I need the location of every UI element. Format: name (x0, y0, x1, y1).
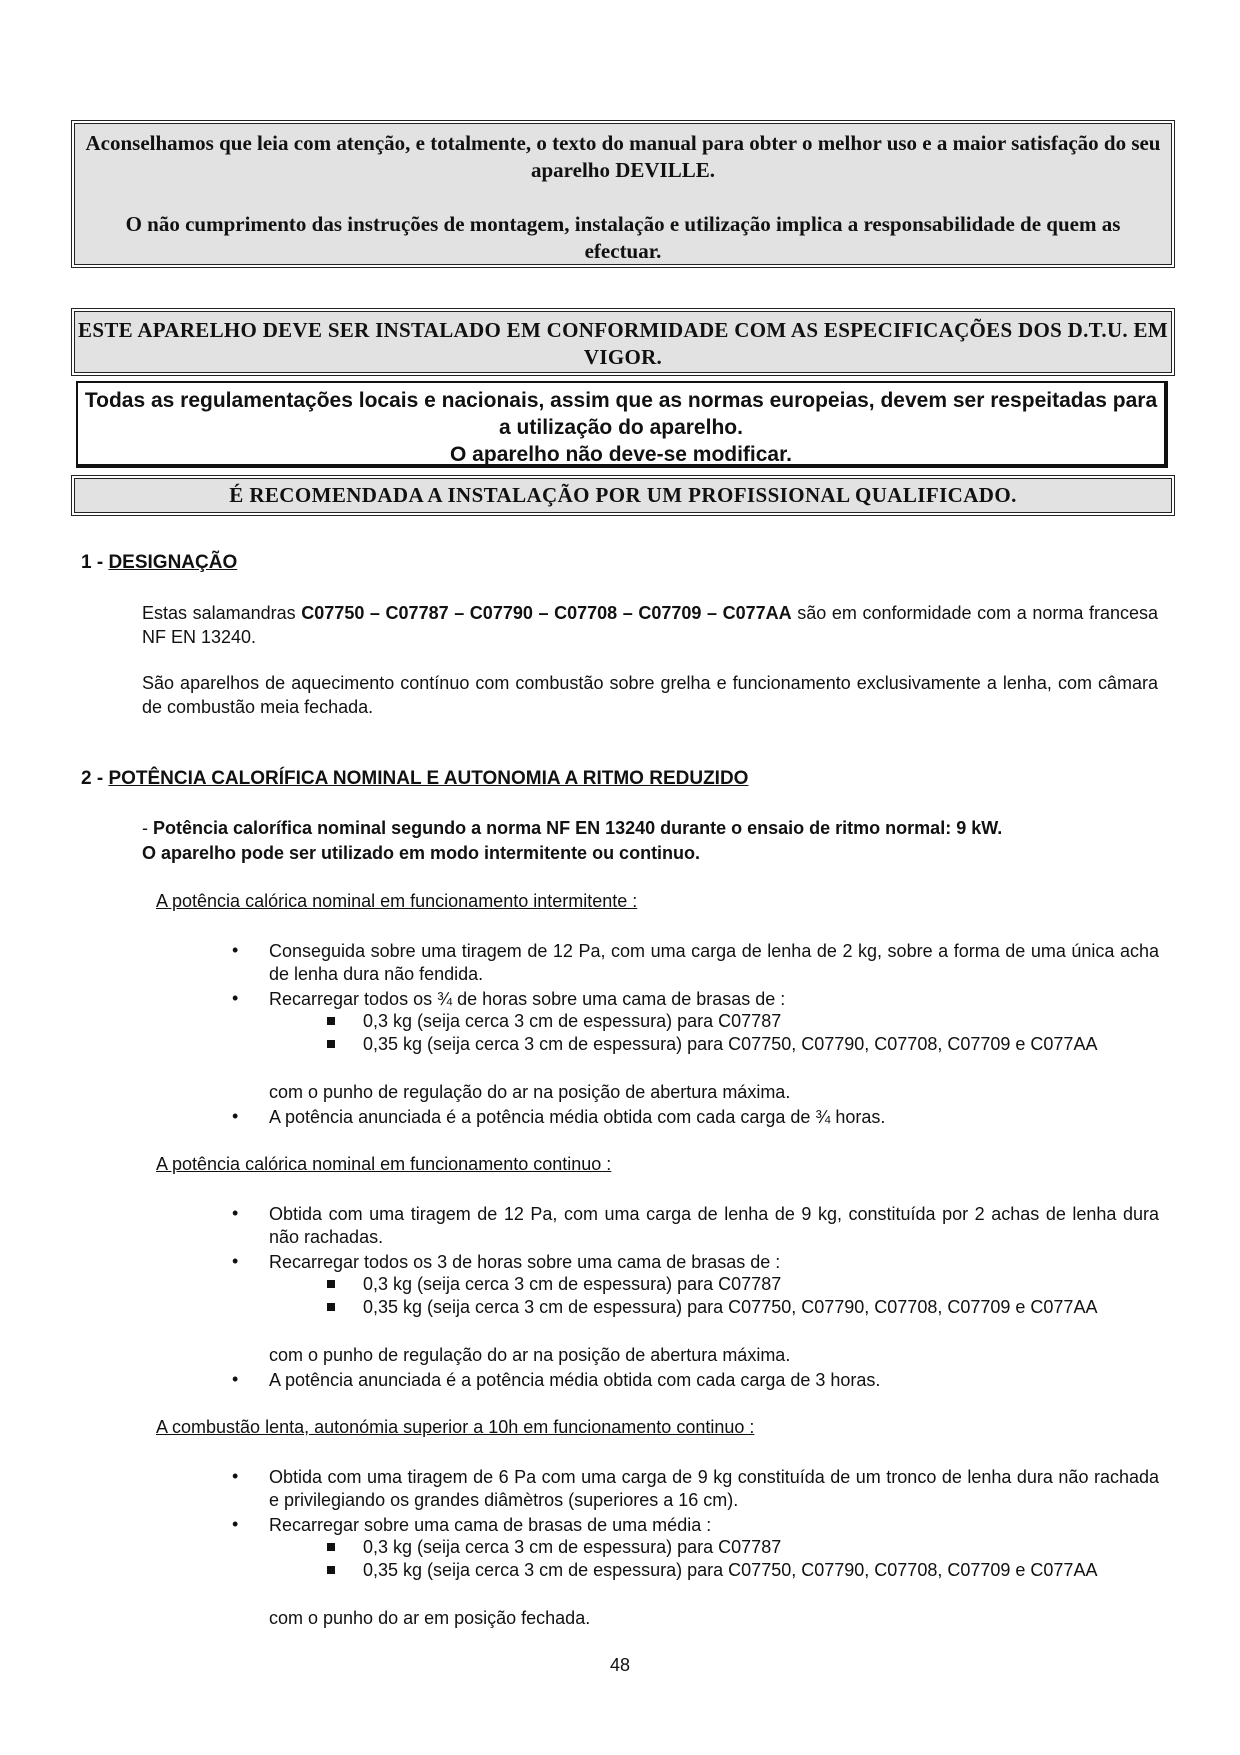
continuous-embers-other-models: 0,35 kg (seija cerca 3 cm de espessura) para C07750, C07790, C07708, C07709 e C077AA (363, 1297, 1098, 1317)
nominal-power-statement: Potência calorífica nominal segundo a norma NF EN 13240 durante o ensaio de ritmo normal: 9 kW. (153, 818, 1003, 838)
intermittent-reload-item: Recarregar todos os ¾ de horas sobre uma cama de brasas de : (269, 989, 786, 1009)
slow-draft-item: Obtida com uma tiragem de 6 Pa com uma carga de 9 kg constituída de um tronco de lenha dura não rachada e privilegiando os grandes diâmètros (superiores a 16 cm). (269, 1467, 1159, 1510)
continuous-subtitle: A potência calórica nominal em funcionamento continuo : (156, 1154, 612, 1174)
no-modification-text: O aparelho não deve-se modificar. (450, 443, 792, 466)
bullet-icon: • (232, 1251, 239, 1271)
section-2-number: 2 - (81, 768, 109, 789)
bullet-icon: • (232, 1203, 239, 1223)
square-bullet-icon (327, 1566, 335, 1574)
advice-notice-box (74, 123, 1172, 265)
advice-text: Aconselhamos que leia com atenção, e totalmente, o texto do manual para obter o melhor uso e a maior satisfação do seu aparelho DEVILLE. (85, 131, 1161, 182)
dtu-specification-box (74, 311, 1172, 373)
usage-mode-statement: O aparelho pode ser utilizado em modo intermitente ou continuo. (142, 843, 701, 863)
intermittent-subtitle: A potência calórica nominal em funcionamento intermitente : (156, 891, 638, 911)
bullet-icon: • (232, 988, 239, 1008)
nominal-power-intro (142, 816, 1158, 866)
intermittent-embers-c07787: 0,3 kg (seija cerca 3 cm de espessura) para C07787 (363, 1011, 782, 1031)
appliance-description-paragraph: São aparelhos de aquecimento contínuo com combustão sobre grelha e funcionamento exclusivamente a lenha, com câmara de combustão meia fechada. (142, 673, 1158, 717)
section-2-title: POTÊNCIA CALORÍFICA NOMINAL E AUTONOMIA A RITMO REDUZIDO (108, 768, 749, 789)
designation-intro: Estas salamandras (142, 603, 302, 623)
regulations-box (76, 381, 1168, 468)
bullet-icon: • (232, 940, 239, 960)
model-list: C07750 – C07787 – C07790 – C07708 – C07709 – C077AA (301, 603, 792, 623)
square-bullet-icon (327, 1017, 335, 1025)
section-2-heading (81, 768, 748, 790)
slow-air-setting: com o punho do ar em posição fechada. (269, 1608, 591, 1628)
professional-installation-text: É RECOMENDADA A INSTALAÇÃO POR UM PROFISSIONAL QUALIFICADO. (229, 483, 1017, 507)
slow-combustion-subtitle: A combustão lenta, autonómia superior a 10h em funcionamento continuo : (156, 1417, 755, 1437)
slow-embers-other-models: 0,35 kg (seija cerca 3 cm de espessura) para C07750, C07790, C07708, C07709 e C077AA (363, 1560, 1098, 1580)
bullet-icon: • (232, 1106, 239, 1126)
intro-dash: - (142, 818, 153, 838)
continuous-embers-c07787: 0,3 kg (seija cerca 3 cm de espessura) para C07787 (363, 1274, 782, 1294)
professional-installation-box (74, 478, 1172, 513)
page-number: 48 (609, 1655, 631, 1675)
square-bullet-icon (327, 1303, 335, 1311)
designation-conformity: são em conformidade com a norma francesa NF EN 13240. (142, 603, 1159, 647)
bullet-icon: • (232, 1369, 239, 1389)
slow-reload-item: Recarregar sobre uma cama de brasas de uma média : (269, 1515, 712, 1535)
intermittent-air-setting: com o punho de regulação do ar na posição de abertura máxima. (269, 1082, 791, 1102)
continuous-air-setting: com o punho de regulação do ar na posição de abertura máxima. (269, 1345, 791, 1365)
designation-paragraph (142, 601, 1158, 649)
section-1-title: DESIGNAÇÃO (108, 552, 238, 573)
intermittent-embers-other-models: 0,35 kg (seija cerca 3 cm de espessura) para C07750, C07790, C07708, C07709 e C077AA (363, 1034, 1098, 1054)
square-bullet-icon (327, 1280, 335, 1288)
continuous-draft-item: Obtida com uma tiragem de 12 Pa, com uma carga de lenha de 9 kg, constituída por 2 achas de lenha dura não rachadas. (269, 1204, 1159, 1247)
slow-embers-c07787: 0,3 kg (seija cerca 3 cm de espessura) para C07787 (363, 1537, 782, 1557)
intermittent-announced-power: A potência anunciada é a potência média obtida com cada carga de ¾ horas. (269, 1107, 886, 1127)
section-1-number: 1 - (81, 552, 109, 573)
continuous-announced-power: A potência anunciada é a potência média obtida com cada carga de 3 horas. (269, 1370, 881, 1390)
section-1-heading (81, 552, 237, 574)
dtu-specification-text: ESTE APARELHO DEVE SER INSTALADO EM CONFORMIDADE COM AS ESPECIFICAÇÕES DOS D.T.U. EM VIGOR. (78, 318, 1168, 369)
bullet-icon: • (232, 1514, 239, 1534)
responsibility-text: O não cumprimento das instruções de montagem, instalação e utilização implica a responsabilidade de quem as efectuar. (125, 212, 1121, 263)
regulations-text: Todas as regulamentações locais e nacionais, assim que as normas europeias, devem ser respeitadas para a utilização do aparelho. (84, 389, 1158, 439)
continuous-reload-item: Recarregar todos os 3 de horas sobre uma cama de brasas de : (269, 1252, 781, 1272)
bullet-icon: • (232, 1466, 239, 1486)
square-bullet-icon (327, 1040, 335, 1048)
square-bullet-icon (327, 1543, 335, 1551)
intermittent-draft-item: Conseguida sobre uma tiragem de 12 Pa, com uma carga de lenha de 2 kg, sobre a forma de uma única acha de lenha dura não fendida. (269, 941, 1159, 984)
